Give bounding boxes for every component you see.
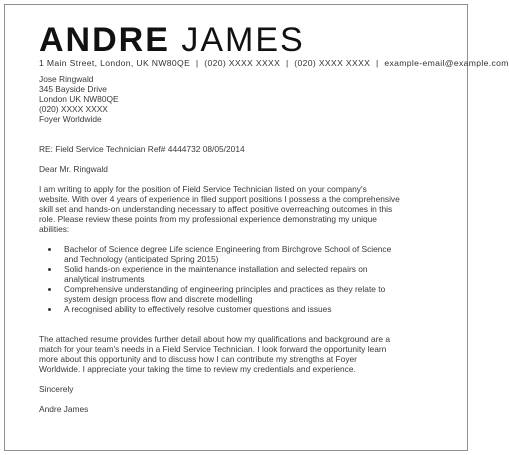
recipient-phone: (020) XXXX XXXX (39, 104, 108, 114)
signoff: Sincerely (39, 384, 74, 394)
closing-line: The attached resume provides further detail about how my qualifications and background are a (39, 334, 391, 344)
recipient-name: Jose Ringwald (39, 74, 94, 84)
intro-line: role. Please review these points from my professional experience demonstrating my unique (39, 214, 377, 224)
list-item-line: system design process flow and discrete modelling (64, 294, 253, 304)
closing-line: match for your team's needs in a Field Service Technician. I look forward the opportunity learn (39, 344, 387, 354)
last-name: JAMES (181, 21, 305, 59)
contact-separator: | (285, 58, 289, 68)
subject-line: RE: Field Service Technician Ref# 4444732 08/05/2014 (39, 144, 245, 154)
list-item-line: analytical instruments (64, 274, 145, 284)
list-item (60, 284, 451, 304)
qualifications-list (39, 244, 451, 314)
salutation: Dear Mr. Ringwald (39, 164, 108, 174)
intro-paragraph (39, 184, 451, 234)
closing-line: more about this opportunity and to discuss how I can contribute my strengths at Foyer (39, 354, 357, 364)
list-item-line: • Comprehensive understanding of engineering principles and practices as they relate to (64, 284, 386, 294)
list-item-line: • A recognised ability to effectively resolve customer questions and issues (64, 304, 332, 314)
contact-phone-1: (020) XXXX XXXX (204, 58, 281, 68)
list-item-line: • Bachelor of Science degree Life science Engineering from Birchgrove School of Science (64, 244, 392, 254)
closing-paragraph (39, 334, 451, 374)
intro-line: I am writing to apply for the position of Field Service Technician listed on your company's (39, 184, 367, 194)
list-item (60, 264, 451, 284)
contact-line (39, 58, 509, 68)
closing-line: Worldwide. I appreciate your taking the time to review my credentials and experience. (39, 364, 356, 374)
intro-line: abilities: (39, 224, 70, 234)
recipient-city: London UK NW80QE (39, 94, 119, 104)
recipient-street: 345 Bayside Drive (39, 84, 107, 94)
first-name: ANDRE (39, 21, 170, 59)
recipient-block (39, 74, 451, 124)
list-item-line: and Technology (anticipated Spring 2015) (64, 254, 219, 264)
list-item-line: • Solid hands-on experience in the maintenance installation and selected repairs on (64, 264, 368, 274)
list-item (60, 304, 451, 314)
intro-line: website. With over 4 years of experience in filed support positions I possess a the comprehensive (39, 194, 400, 204)
recipient-company: Foyer Worldwide (39, 114, 102, 124)
contact-phone-2: (020) XXXX XXXX (294, 58, 371, 68)
letter-body (39, 74, 451, 414)
contact-email: example-email@example.com (384, 58, 509, 68)
intro-line: skill set and hands-on understanding necessary to affect positive overreaching outcomes in this (39, 204, 393, 214)
applicant-name (39, 20, 305, 60)
contact-address: 1 Main Street, London, UK NW80QE (39, 58, 191, 68)
letter-page (4, 4, 509, 451)
signature-name: Andre James (39, 404, 89, 414)
contact-separator: | (376, 58, 379, 68)
contact-separator: | (195, 58, 199, 68)
list-item (60, 244, 451, 264)
